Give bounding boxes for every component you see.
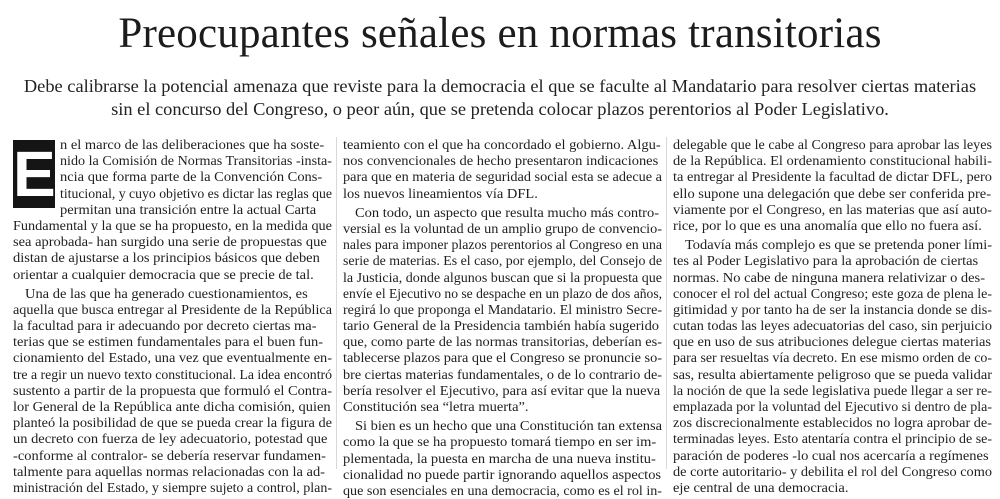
deck-line: Debe calibrarse la potencial amenaza que reviste para la democracia el que se faculte al Mandatario para resolver ciertas materias [23, 76, 977, 96]
column-2 [343, 137, 662, 499]
text-line: plementada, la puesta en marcha de una nueva institu- [343, 450, 656, 466]
text-line: talmente para aquellas normas relacionadas con la ad- [13, 463, 326, 479]
text-line: envíe el Ejecutivo no se despache en un plazo de dos años, [343, 285, 662, 301]
text-line: la Justicia, donde algunos buscan que si la propuesta que [343, 269, 662, 285]
text-line: sas, resulta abiertamente peligroso que se pueda validar [673, 366, 992, 382]
text-line: Con todo, un aspecto que resulta mucho más contro- [355, 204, 660, 220]
column-1 [13, 137, 332, 496]
text-line: sea aprobada- han surgido una serie de propuestas que [13, 234, 327, 250]
text-line: rice, por lo que es una anomalía que ello no fuera así. [673, 217, 982, 233]
text-line: terminadas leyes. Esto atentaría contra el principio de se- [673, 431, 992, 447]
text-line: Constitución sea “letra muerta”. [343, 399, 529, 414]
text-line: que son esenciales en una democracia, como es el rol in- [343, 482, 662, 498]
text-line: un decreto con fuerza de ley adecuatorio, potestad que [13, 431, 328, 447]
column-divider [336, 137, 337, 469]
text-line: emplazada por la voluntad del Ejecutivo si dentro de pla- [673, 399, 992, 414]
text-line: de la República. El ordenamiento constitucional habili- [673, 153, 992, 169]
text-line: distan de ajustarse a los principios básicos que deben [13, 250, 320, 266]
column-divider [666, 137, 667, 469]
text-line: bre ciertas materias fundamentales, o de lo contrario de- [343, 366, 662, 382]
text-line: tablecerse plazos para que el Congreso se pronuncie so- [343, 350, 662, 366]
text-line: planteó la posibilidad de que se pueda crear la figura de [13, 415, 332, 431]
column-3 [673, 137, 992, 496]
text-line: la facultad para ir adecuando por decreto ciertas ma- [13, 318, 317, 334]
text-line: que, como parte de las normas transitorias, deberían es- [343, 334, 662, 350]
deck-line: sin el concurso del Congreso, o peor aún, que se pretenda colocar plazos perentorios al Poder Legislativo. [111, 99, 889, 119]
text-line: serie de materias. Es el caso, por ejemplo, del Consejo de [343, 253, 662, 269]
text-line: cionamiento del Estado, una vez que eventualmente en- [13, 350, 332, 366]
text-line: permitan una transición entre la actual Carta [60, 201, 317, 217]
text-line: normas. No cabe de ninguna manera relativizar o des- [673, 269, 986, 285]
text-line: teamiento con el que ha concordado el gobierno. Algu- [343, 137, 661, 152]
text-line: para ser resueltas vía decreto. En ese mismo orden de co- [673, 350, 992, 366]
text-line: eje central de una democracia. [673, 479, 849, 495]
text-line: cutan todas las leyes adecuatorias del caso, sin perjuicio [673, 318, 992, 334]
text-line: nales para imponer plazos perentorios al Congreso en una [343, 237, 662, 253]
deck-subtitle [10, 75, 990, 121]
text-line: -conforme al contralor- se debería reservar fundamen- [13, 447, 326, 463]
text-line: viamente por el Congreso, en las materias que así auto- [673, 201, 992, 217]
text-line: Todavía más complejo es que se pretenda poner lími- [685, 237, 992, 253]
text-line: tes al Poder Legislativo para la aprobación de ciertas [673, 253, 979, 269]
text-line: tre a regir un nuevo texto constitucional. La idea encontró [13, 366, 332, 382]
text-line: para que en materia de seguridad social esta se adecue a [343, 169, 662, 185]
text-line: versial es la voluntad de un amplio grupo de convencio- [343, 220, 662, 236]
drop-cap: E [13, 138, 56, 210]
text-line: delegable que le cabe al Congreso para aprobar las leyes [673, 137, 992, 152]
text-line: regirá lo que proponga el Mandatario. El ministro Secre- [343, 301, 662, 317]
text-line: ministración del Estado, y siempre sujeto a control, plan- [13, 479, 332, 495]
text-line: bería resolver el Ejecutivo, para así evitar que la nueva [343, 382, 661, 398]
text-line: n el marco de las deliberaciones que ha soste- [60, 137, 325, 152]
text-line: aquella que busca entregar al Presidente de la República [13, 301, 332, 317]
text-line: ello supone una delegación que debe ser conferida pre- [673, 185, 992, 201]
text-line: como la que se ha propuesto tomará tiempo en ser im- [343, 434, 657, 450]
text-line: ta entregar al Presidente la facultad de dictar DFL, pero [673, 169, 992, 185]
headline: Preocupantes señales en normas transitorias [118, 10, 882, 57]
text-line: gitimidad y por tanto ha de ser la instancia donde se dis- [673, 301, 992, 317]
text-line: de corte autoritario- y debilita el rol del Congreso como [673, 463, 992, 479]
text-line: Fundamental y la que se ha propuesto, en la medida que [13, 217, 332, 233]
text-line: tario General de la Presidencia también había sugerido [343, 318, 660, 334]
text-line: cionalidad no puede partir ignorando aquellos aspectos [343, 466, 662, 482]
text-line: ncia que forma parte de la Convención Cons- [60, 169, 323, 185]
text-line: Una de las que ha generado cuestionamientos, es [25, 285, 308, 301]
text-line: paración de poderes -lo cual nos acercaría a regímenes [673, 447, 989, 463]
text-line: los nuevos lineamientos vía DFL. [343, 185, 538, 201]
text-line: nido la Comisión de Normas Transitorias -insta- [60, 153, 332, 169]
text-line: nos convencionales de hecho presentaron indicaciones [343, 153, 659, 169]
text-line: que en uso de sus atribuciones delegue ciertas materias [673, 334, 992, 350]
text-line: Si bien es un hecho que una Constitución tan extensa [355, 418, 662, 434]
text-line: lor General de la República ante dicha comisión, quien [13, 399, 331, 414]
text-line: la noción de que la sede legislativa puede llegar a ser re- [673, 382, 992, 398]
text-line: orientar a cualquier democracia que se precie de tal. [13, 266, 314, 282]
text-line: titucional, y cuyo objetivo es dictar las reglas que [60, 185, 332, 201]
text-line: zos discrecionalmente establecidos no logra aprobar de- [673, 415, 992, 431]
text-line: terias que se estimen fundamentales para el buen fun- [13, 334, 324, 350]
text-line: sustento a partir de la propuesta que formuló el Contra- [13, 382, 332, 398]
text-line: conocer el rol del actual Congreso; este goza de plena le- [673, 285, 992, 301]
